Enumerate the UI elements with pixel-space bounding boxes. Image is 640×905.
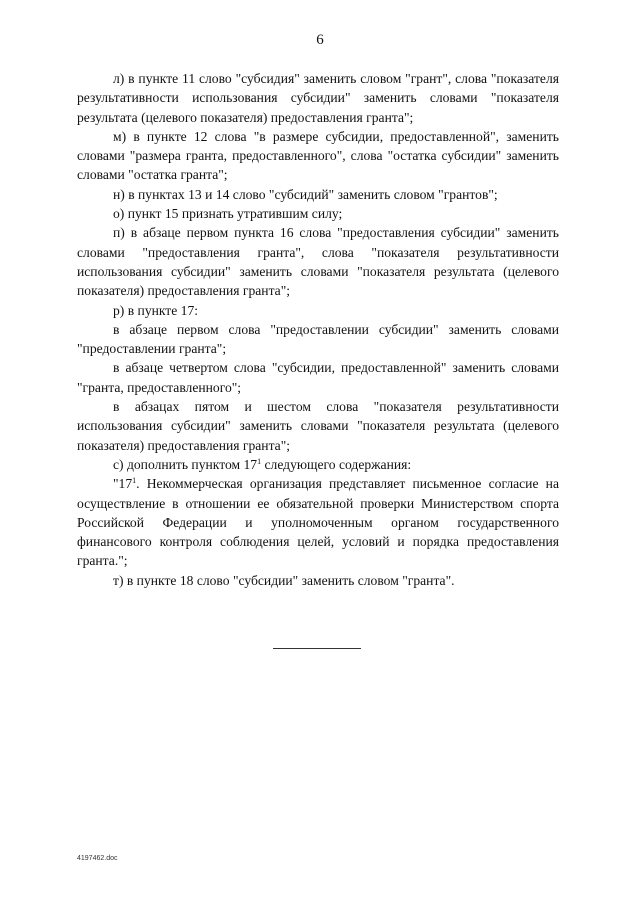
paragraph-p: п) в абзаце первом пункта 16 слова "предоставления субсидии" заменить словами "предоставления гранта", слова "показателя результативности использования субсидии" заменить словами "показателя результата (целевого показателя) предоставления гранта"; [77,225,559,299]
superscript-one: 1 [257,456,262,466]
paragraph-r1: в абзаце первом слова "предоставлении субсидии" заменить словами "предоставлении гранта"; [77,321,559,357]
paragraph-r: р) в пункте 17: [113,302,199,318]
superscript-one: 1 [132,476,137,486]
quoted-text: . Некоммерческая организация представляет письменное согласие на осуществление в отношении ее обязательной проверки Министерством спорта Российской Федерации и уполномоченным органом государственного финансового контроля соблюдения целей, условий и порядка предоставления гранта."; [77,476,559,569]
page-number: 6 [316,32,324,48]
paragraph-s [77,455,559,474]
paragraph-m: м) в пункте 12 слова "в размере субсидии, предоставленной", заменить словами "размера гранта, предоставленного", слова "остатка субсидии" заменить словами "остатка гранта"; [77,128,559,183]
paragraph-s-before: с) дополнить пунктом 17 [113,456,258,472]
paragraph-r3: в абзацах пятом и шестом слова "показателя результативности использования субсидии" заменить словами "показателя результата (целевого показателя) предоставления гранта"; [77,399,559,453]
quoted-number: "17 [113,476,133,492]
paragraph-t: т) в пункте 18 слово "субсидии" заменить словом "гранта". [113,572,455,588]
quoted-paragraph-17-1 [77,474,559,570]
paragraph-l: л) в пункте 11 слово "субсидия" заменить словом "грант", слова "показателя результативности использования субсидии" заменить словами "показателя результата (целевого показателя) предоставления гранта"; [77,71,559,125]
paragraph-n: н) в пунктах 13 и 14 слово "субсидий" заменить словом "грантов"; [113,186,498,202]
file-reference: 4197462.doc [77,855,118,862]
paragraph-r2: в абзаце четвертом слова "субсидии, предоставленной" заменить словами "гранта, предоставленного"; [77,360,559,395]
paragraph-s-after: следующего содержания: [261,456,412,472]
paragraph-o: о) пункт 15 признать утратившим силу; [113,206,343,222]
document-body [77,69,559,590]
end-rule [273,648,361,649]
